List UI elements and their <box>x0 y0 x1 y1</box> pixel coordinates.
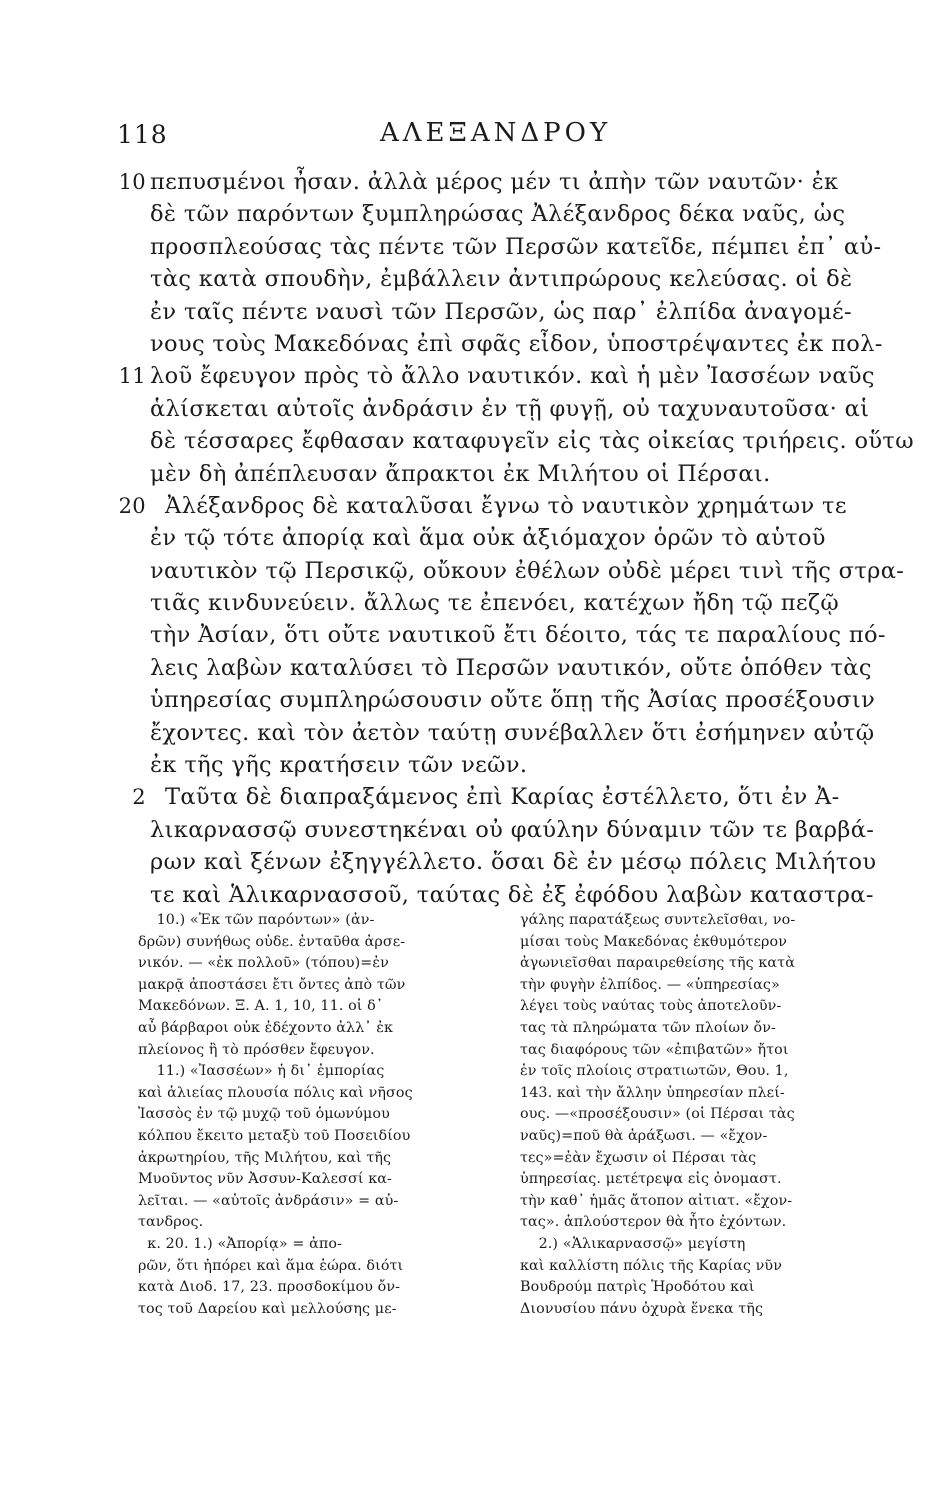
footnote-line: μίσαι τοὺς Μακεδόνας ἐκθυμότερον <box>520 933 787 950</box>
line-text: δὲ τῶν παρόντων ξυμπληρώσας Ἀλέξανδρος δέκα ναῦς, ὡς <box>150 201 846 228</box>
footnote-line: ναῦς)=ποῦ θὰ ἀράξωσι. — «ἔχον- <box>520 1127 768 1144</box>
line-text: τιᾶς κινδυνεύειν. ἄλλως τε ἐπενόει, κατέχων ἤδη τῷ πεζῷ <box>150 590 840 617</box>
text-line <box>150 814 875 846</box>
footnote-line: αὖ βάρβαροι οὐκ ἐδέχοντο ἀλλ᾽ ἐκ <box>138 1019 394 1036</box>
footnote-line: 2.) «Ἁλικαρνασσῷ» μεγίστη <box>520 1235 746 1252</box>
line-text: ναυτικὸν τῷ Περσικῷ, οὔκουν ἐθέλων οὐδὲ μέρει τινὶ τῆς στρα- <box>150 557 905 584</box>
text-line <box>150 684 876 716</box>
line-text: τὰς κατὰ σπουδὴν, ἐμβάλλειν ἀντιπρώρους κελεύσας. οἱ δὲ <box>150 266 853 293</box>
footnote-line: 143. καὶ τὴν ἄλλην ὑπηρεσίαν πλεί- <box>520 1084 785 1101</box>
text-line <box>150 522 830 554</box>
text-line <box>150 458 830 490</box>
text-line <box>118 490 847 522</box>
running-title: ΑΛΕΞΑΝΔΡΟΥ <box>380 118 612 148</box>
text-line <box>118 360 875 392</box>
footnote-line: τας τὰ πληρώματα τῶν πλοίων ὄν- <box>520 1019 776 1036</box>
text-line <box>150 198 846 230</box>
footnote-line: ἀκρωτηρίου, τῆς Μιλήτου, καὶ τῆς <box>138 1149 392 1166</box>
footnotes-left-column <box>138 910 468 1320</box>
footnote-line: τὴν καθ᾽ ἡμᾶς ἄτοπον αἰτιατ. «ἔχον- <box>520 1192 793 1209</box>
line-text: πεπυσμένοι ἦσαν. ἀλλὰ μέρος μέν τι ἀπὴν τῶν ναυτῶν· ἐκ <box>150 169 839 195</box>
line-text: ἁλίσκεται αὐτοῖς ἀνδράσιν ἐν τῇ φυγῇ, οὐ ταχυναυτοῦσα· αἱ <box>150 395 870 422</box>
line-text: Ταῦτα δὲ διαπραξάμενος ἐπὶ Καρίας ἐστέλλετο, ὅτι ἐν Ἀ- <box>150 784 840 811</box>
footnote-line: τανδρος. <box>138 1214 204 1231</box>
text-line <box>118 166 839 198</box>
text-line <box>150 717 875 749</box>
text-line <box>150 846 877 878</box>
main-text <box>118 166 914 911</box>
footnote-line: Βουδρούμ πατρὶς Ἡροδότου καὶ <box>520 1279 755 1296</box>
footnote-line: ὑπηρεσίας. μετέτρεψα εἰς ὀνομαστ. <box>520 1171 782 1188</box>
line-text: ἔχοντες. καὶ τὸν ἀετὸν ταύτῃ συνέβαλλεν ὅτι ἐσήμηνεν αὐτῷ <box>150 719 875 746</box>
text-line <box>150 619 886 651</box>
footnote-line: Μακεδόνων. Ξ. Α. 1, 10, 11. οἱ δ᾽ <box>138 998 384 1015</box>
footnote-line: τας». ἁπλούστερον θὰ ἦτο ἐχόντων. <box>520 1214 787 1231</box>
footnote-line: κόλπου ἔκειτο μεταξὺ τοῦ Ποσειδίου <box>138 1127 411 1144</box>
footnote-line: λεῖται. — «αὐτοῖς ἀνδράσιν» = αὐ- <box>138 1192 399 1209</box>
margin-number: 2 <box>132 785 146 810</box>
line-text: λικαρνασσῷ συνεστηκέναι οὐ φαύλην δύναμιν τῶν τε βαρβά- <box>150 816 875 843</box>
line-text: νους τοὺς Μακεδόνας ἐπὶ σφᾶς εἶδον, ὑποστρέψαντες ἐκ πολ- <box>150 330 883 357</box>
footnote-line: καὶ ἁλιείας πλουσία πόλις καὶ νῆσος <box>138 1084 413 1101</box>
text-line <box>150 425 914 457</box>
line-text: ρων καὶ ξένων ἐξηγγέλλετο. ὅσαι δὲ ἐν μέσῳ πόλεις Μιλήτου <box>150 849 877 876</box>
footnote-line: πλείονος ἢ τὸ πρόσθεν ἔφευγον. <box>138 1041 375 1058</box>
text-line <box>150 393 870 425</box>
line-text: ὑπηρεσίας συμπληρώσουσιν οὔτε ὅπῃ τῆς Ἀσίας προσέξουσιν <box>150 687 876 714</box>
footnote-line: κατὰ Διοδ. 17, 23. προσδοκίμου ὄν- <box>138 1279 401 1296</box>
footnote-line: ἀγωνιεῖσθαι παραιρεθείσης τῆς κατὰ <box>520 955 795 972</box>
text-line <box>150 749 830 781</box>
text-line <box>150 652 872 684</box>
text-line <box>150 587 840 619</box>
page-number: 118 <box>117 120 168 149</box>
text-line <box>150 263 853 295</box>
footnotes-right-column <box>520 910 850 1320</box>
footnote-line: τὴν φυγὴν ἐλπίδος. — «ὑπηρεσίας» <box>520 976 780 993</box>
line-text: ἐκ τῆς γῆς κρατήσειν τῶν νεῶν. <box>150 752 528 779</box>
footnote-line: ρῶν, ὅτι ἠπόρει καὶ ἅμα ἑώρα. διότι <box>138 1257 404 1274</box>
text-line <box>150 555 905 587</box>
line-text: δὲ τέσσαρες ἔφθασαν καταφυγεῖν εἰς τὰς οἰκείας τριήρεις. οὕτω <box>150 428 914 455</box>
footnote-line: καὶ καλλίστη πόλις τῆς Καρίας νῦν <box>520 1257 783 1274</box>
footnote-line: νικόν. — «ἐκ πολλοῦ» (τόπου)=ἐν <box>138 955 389 972</box>
footnote-line: Διονυσίου πάνυ ὀχυρὰ ἕνεκα τῆς <box>520 1300 764 1317</box>
line-text: ἐν τῷ τότε ἀπορίᾳ καὶ ἅμα οὐκ ἀξιόμαχον ὁρῶν τὸ αὑτοῦ <box>150 525 826 552</box>
footnote-line: τος τοῦ Δαρείου καὶ μελλούσης με- <box>138 1300 397 1317</box>
footnote-line: τες»=ἐὰν ἔχωσιν οἱ Πέρσαι τὰς <box>520 1149 757 1166</box>
text-line <box>150 296 852 328</box>
margin-number: 20 <box>118 493 146 518</box>
margin-number: 11 <box>118 364 146 389</box>
line-text: τὴν Ἀσίαν, ὅτι οὔτε ναυτικοῦ ἔτι δέοιτο, τάς τε παραλίους πό- <box>150 622 886 649</box>
footnote-line: ους. —«προσέξουσιν» (οἱ Πέρσαι τὰς <box>520 1106 795 1123</box>
footnote-line: κ. 20. 1.) «Ἀπορίᾳ» = ἀπο- <box>138 1235 343 1252</box>
footnote-line: Ἰασσὸς ἐν τῷ μυχῷ τοῦ ὁμωνύμου <box>138 1106 390 1123</box>
footnote-line: τας διαφόρους τῶν «ἐπιβατῶν» ἤτοι <box>520 1041 789 1058</box>
line-text: προσπλεούσας τὰς πέντε τῶν Περσῶν κατεῖδε, πέμπει ἐπ᾽ αὐ- <box>150 233 882 260</box>
margin-number: 10 <box>118 170 146 194</box>
footnote-line: 11.) «Ἰασσέων» ἡ δι᾽ ἐμπορίας <box>138 1063 385 1080</box>
line-text: μὲν δὴ ἀπέπλευσαν ἄπρακτοι ἐκ Μιλήτου οἱ Πέρσαι. <box>150 460 771 487</box>
footnote-line: λέγει τοὺς ναύτας τοὺς ἀποτελοῦν- <box>520 998 782 1015</box>
footnote-line: δρῶν) συνήθως οὐδε. ἐνταῦθα ἀρσε- <box>138 933 406 950</box>
text-line <box>132 781 840 813</box>
footnote-line: ἐν τοῖς πλοίοις στρατιωτῶν, Θου. 1, <box>520 1063 789 1080</box>
line-text: Ἀλέξανδρος δὲ καταλῦσαι ἔγνω τὸ ναυτικὸν χρημάτων τε <box>150 492 847 519</box>
line-text: λεις λαβὼν καταλύσει τὸ Περσῶν ναυτικόν, οὔτε ὁπόθεν τὰς <box>150 654 872 681</box>
text-line <box>150 879 874 911</box>
line-text: ἐν ταῖς πέντε ναυσὶ τῶν Περσῶν, ὡς παρ᾽ ἐλπίδα ἀναγομέ- <box>150 298 852 325</box>
footnote-line: Μυοῦντος νῦν Ἀσσυν-Καλεσσί κα- <box>138 1171 392 1188</box>
footnote-line: 10.) «Ἐκ τῶν παρόντων» (ἀν- <box>138 912 375 928</box>
line-text: λοῦ ἔφευγον πρὸς τὸ ἄλλο ναυτικόν. καὶ ἡ μὲν Ἰασσέων ναῦς <box>150 363 875 390</box>
text-line <box>150 231 882 263</box>
footnote-line: μακρᾷ ἀποστάσει ἔτι ὄντες ἀπὸ τῶν <box>138 976 406 993</box>
text-line <box>150 328 883 360</box>
footnote-line: γάλης παρατάξεως συντελεῖσθαι, νο- <box>520 912 796 928</box>
line-text: τε καὶ Ἁλικαρνασσοῦ, ταύτας δὲ ἐξ ἐφόδου λαβὼν καταστρα- <box>150 881 874 908</box>
